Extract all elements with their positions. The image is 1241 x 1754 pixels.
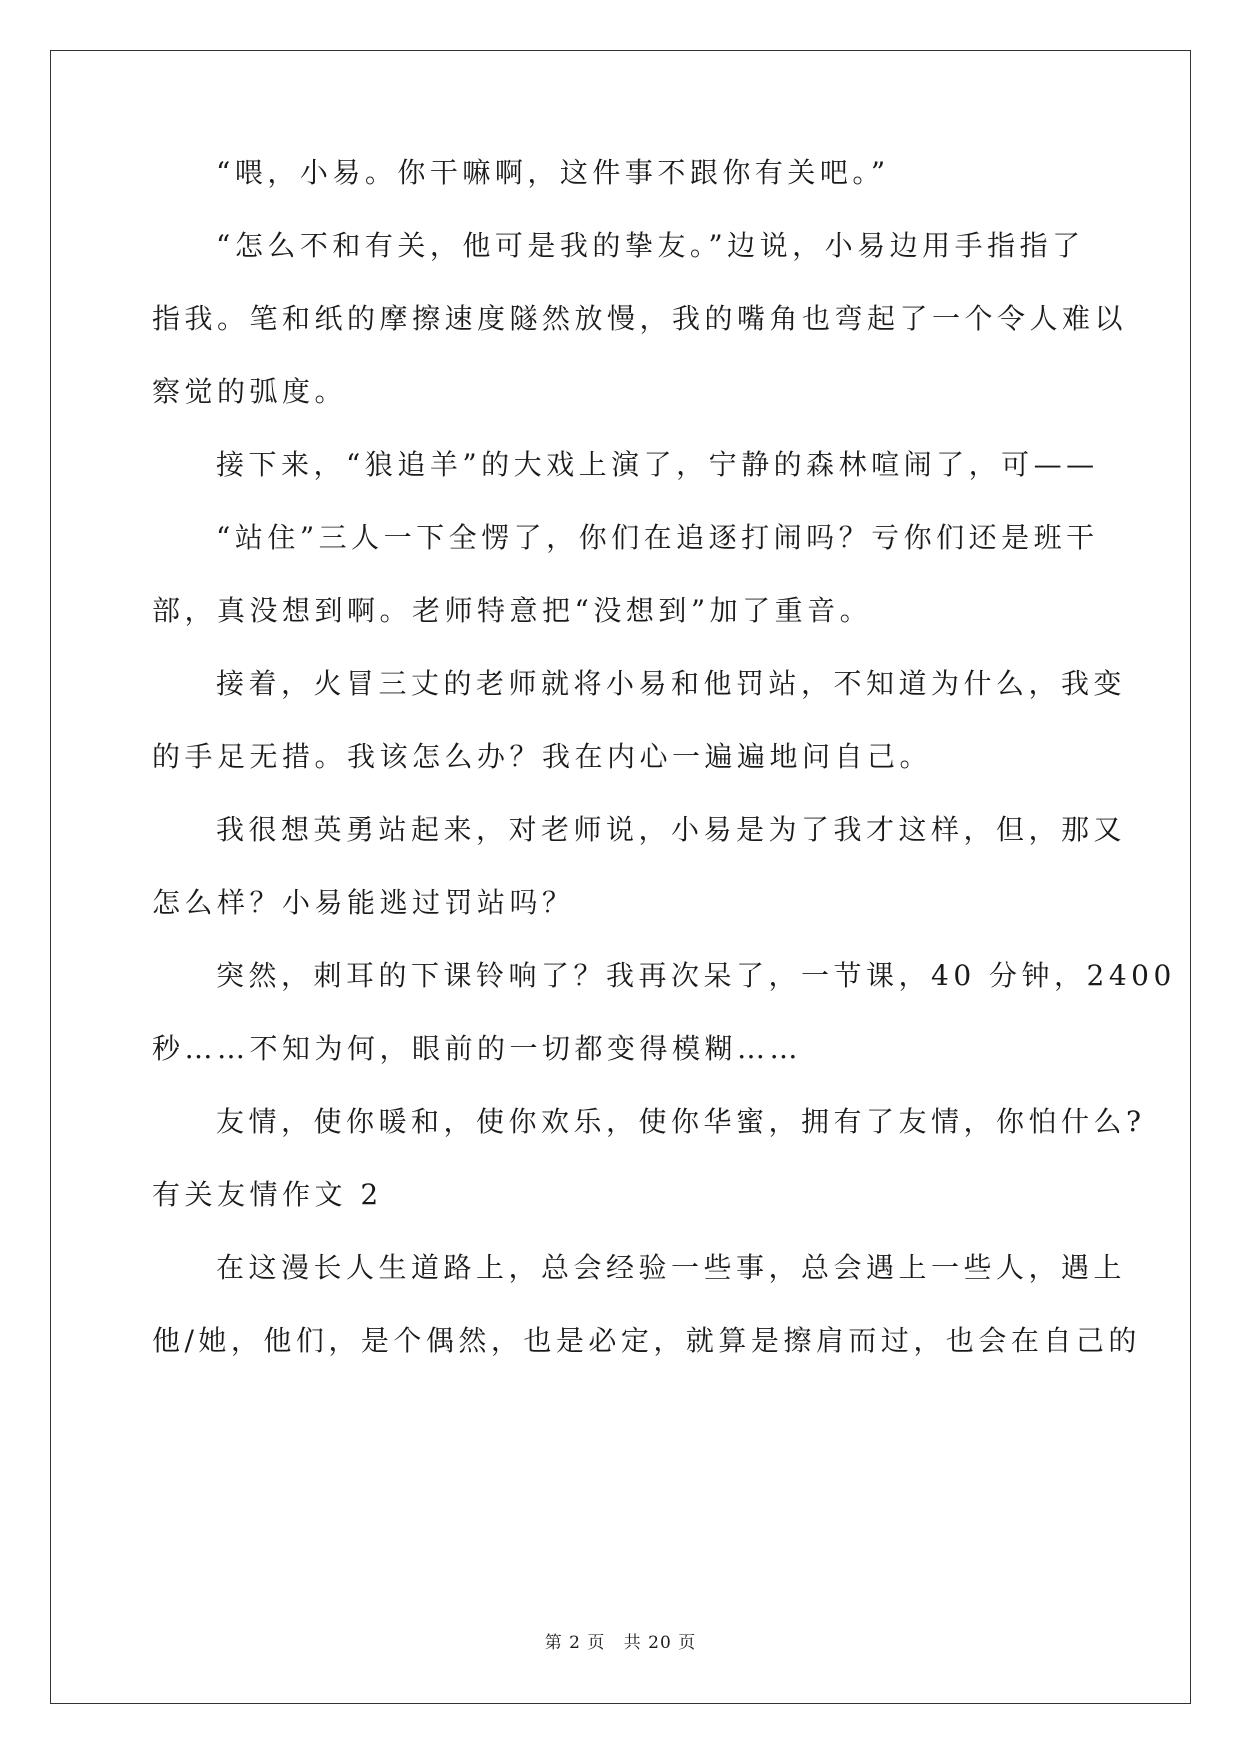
text-line: 的手足无措。我该怎么办？我在内心一遍遍地问自己。 [152,740,933,773]
text-line: 在这漫长人生道路上，总会经验一些事，总会遇上一些人，遇上 [216,1251,1127,1284]
page-total: 共 20 页 [623,1633,697,1653]
text-line: 接着，火冒三丈的老师就将小易和他罚站，不知道为什么，我变 [216,667,1127,700]
text-line: 突然，刺耳的下课铃响了？我再次呆了，一节课，40 分钟，2400 [216,959,1176,992]
text-line: “站住”三人一下全愣了，你们在追逐打闹吗？亏你们还是班干 [216,521,1099,554]
section-heading: 有关友情作文 2 [152,1178,383,1211]
text-line: 友情，使你暖和，使你欢乐，使你华蜜，拥有了友情，你怕什么? [216,1105,1146,1138]
text-line: 部，真没想到啊。老师特意把“没想到”加了重音。 [152,594,873,627]
text-line: 接下来，“狼追羊”的大戏上演了，宁静的森林喧闹了，可—— [216,448,1099,481]
page-number: 第 2 页 [544,1633,606,1653]
page-border [50,50,1191,1704]
text-line: 秒……不知为何，眼前的一切都变得模糊…… [152,1032,803,1065]
text-line: 他/她，他们，是个偶然，也是必定，就算是擦肩而过，也会在自己的 [152,1324,1141,1357]
text-line: “喂，小易。你干嘛啊，这件事不跟你有关吧。” [216,156,890,189]
text-line: “怎么不和有关，他可是我的挚友。”边说，小易边用手指指了 [216,229,1085,262]
text-line: 察觉的弧度。 [152,375,348,408]
page-footer [0,1628,1241,1653]
text-line: 我很想英勇站起来，对老师说，小易是为了我才这样，但，那又 [216,813,1127,846]
text-line: 怎么样？小易能逃过罚站吗？ [152,886,575,919]
text-line: 指我。笔和纸的摩擦速度隧然放慢，我的嘴角也弯起了一个令人难以 [152,302,1128,335]
